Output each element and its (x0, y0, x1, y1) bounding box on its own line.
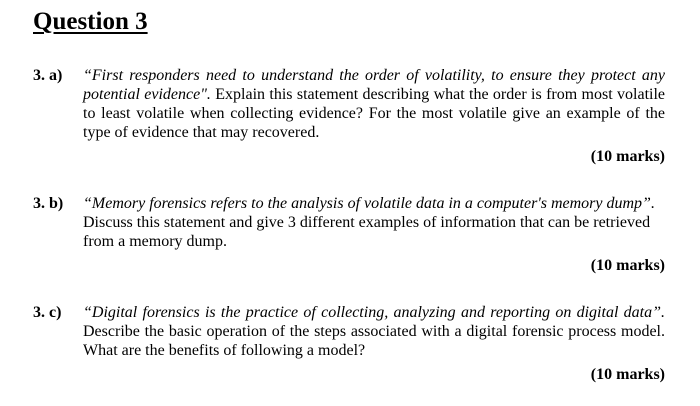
marks-label: (10 marks) (590, 148, 665, 165)
question-3c (33, 303, 665, 384)
question-quote: “Memory forensics refers to the analysis of volatile data in a computer's memory dump”. (83, 195, 655, 212)
question-text (83, 66, 665, 142)
question-number: 3. c) (33, 304, 62, 321)
question-instruction: Explain this statement describing what the order is from most volatile to least volatile when collecting evidence? For the most volatile give an example of the type of evidence that may recovered. (83, 86, 665, 141)
question-number: 3. b) (33, 195, 64, 212)
question-heading: Question 3 (33, 8, 148, 35)
question-instruction: Describe the basic operation of the steps associated with a digital forensic process model. What are the benefits of following a model? (83, 323, 665, 359)
question-3a (33, 66, 665, 166)
marks-label: (10 marks) (590, 257, 665, 274)
question-text (83, 303, 665, 360)
question-quote: “First responders need to understand the order of volatility, to ensure they protect any potential evidence". (83, 67, 665, 103)
marks-label: (10 marks) (590, 366, 665, 383)
question-number: 3. a) (33, 67, 63, 84)
question-instruction: Discuss this statement and give 3 different examples of information that can be retrieved from a memory dump. (83, 214, 651, 250)
question-3b (33, 194, 665, 275)
question-quote: “Digital forensics is the practice of collecting, analyzing and reporting on digital data”. (83, 304, 665, 321)
question-text (83, 194, 665, 251)
